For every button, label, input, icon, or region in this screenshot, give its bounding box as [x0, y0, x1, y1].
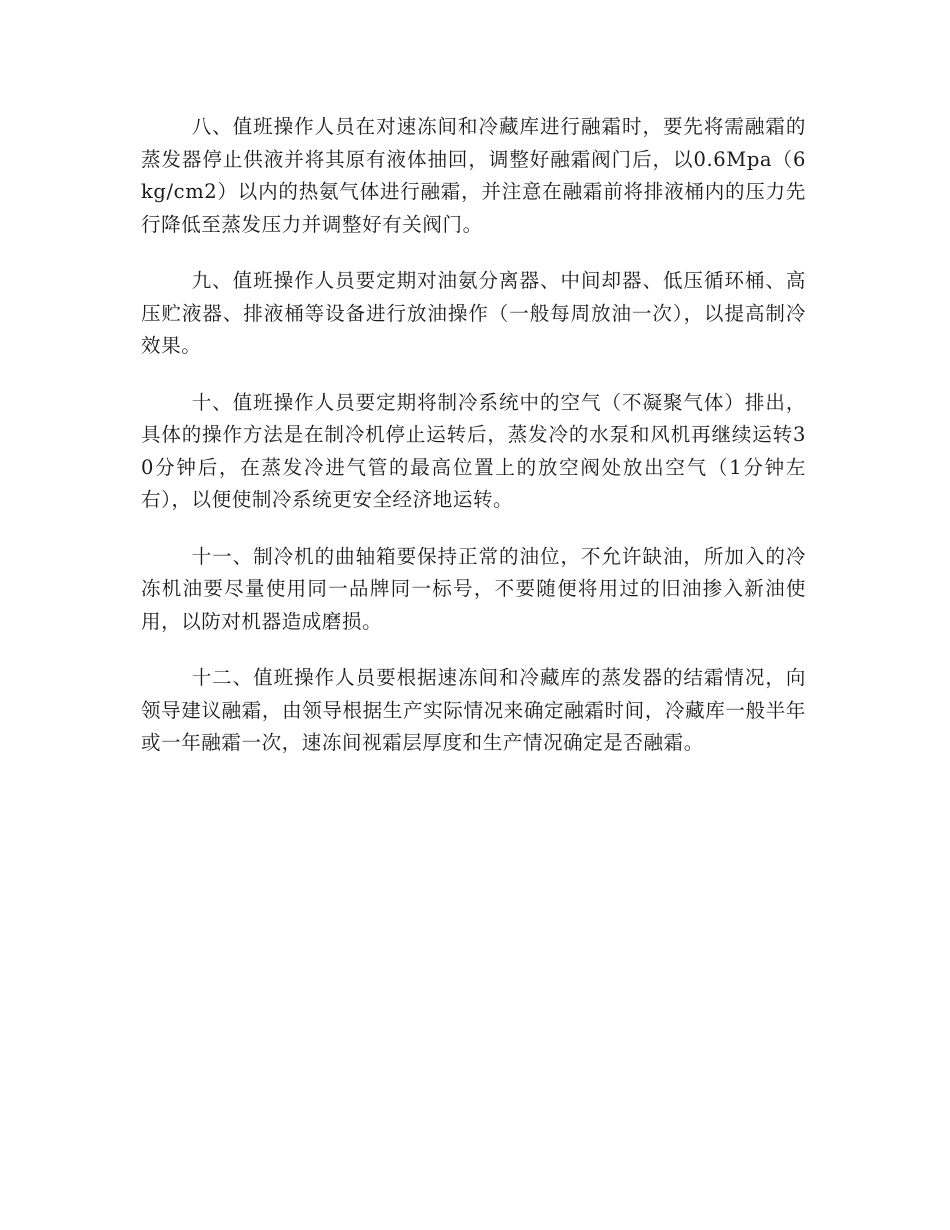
paragraph-item-11: 十一、制冷机的曲轴箱要保持正常的油位，不允许缺油，所加入的冷冻机油要尽量使用同一品牌同一标号，不要随便将用过的旧油掺入新油使用，以防对机器造成磨损。	[141, 544, 806, 633]
paragraph-item-12: 十二、值班操作人员要根据速冻间和冷藏库的蒸发器的结霜情况，向领导建议融霜，由领导根据生产实际情况来确定融霜时间，冷藏库一般半年或一年融霜一次，速冻间视霜层厚度和生产情况确定是否融霜。	[141, 666, 806, 754]
paragraph-item-8: 八、值班操作人员在对速冻间和冷藏库进行融霜时，要先将需融霜的蒸发器停止供液并将其原有液体抽回，调整好融霜阀门后，以0.6Mpa（6kg/cm2）以内的热氨气体进行融霜，并注意在融霜前将排液桶内的压力先行降低至蒸发压力并调整好有关阀门。	[141, 115, 806, 236]
paragraph-item-9: 九、值班操作人员要定期对油氨分离器、中间却器、低压循环桶、高压贮液器、排液桶等设备进行放油操作（一般每周放油一次），以提高制冷效果。	[141, 269, 806, 357]
paragraph-item-10: 十、值班操作人员要定期将制冷系统中的空气（不凝聚气体）排出，具体的操作方法是在制冷机停止运转后，蒸发冷的水泵和风机再继续运转30分钟后，在蒸发冷进气管的最高位置上的放空阀处放出空气（1分钟左右），以便使制冷系统更安全经济地运转。	[141, 390, 806, 511]
document-body	[141, 111, 806, 784]
